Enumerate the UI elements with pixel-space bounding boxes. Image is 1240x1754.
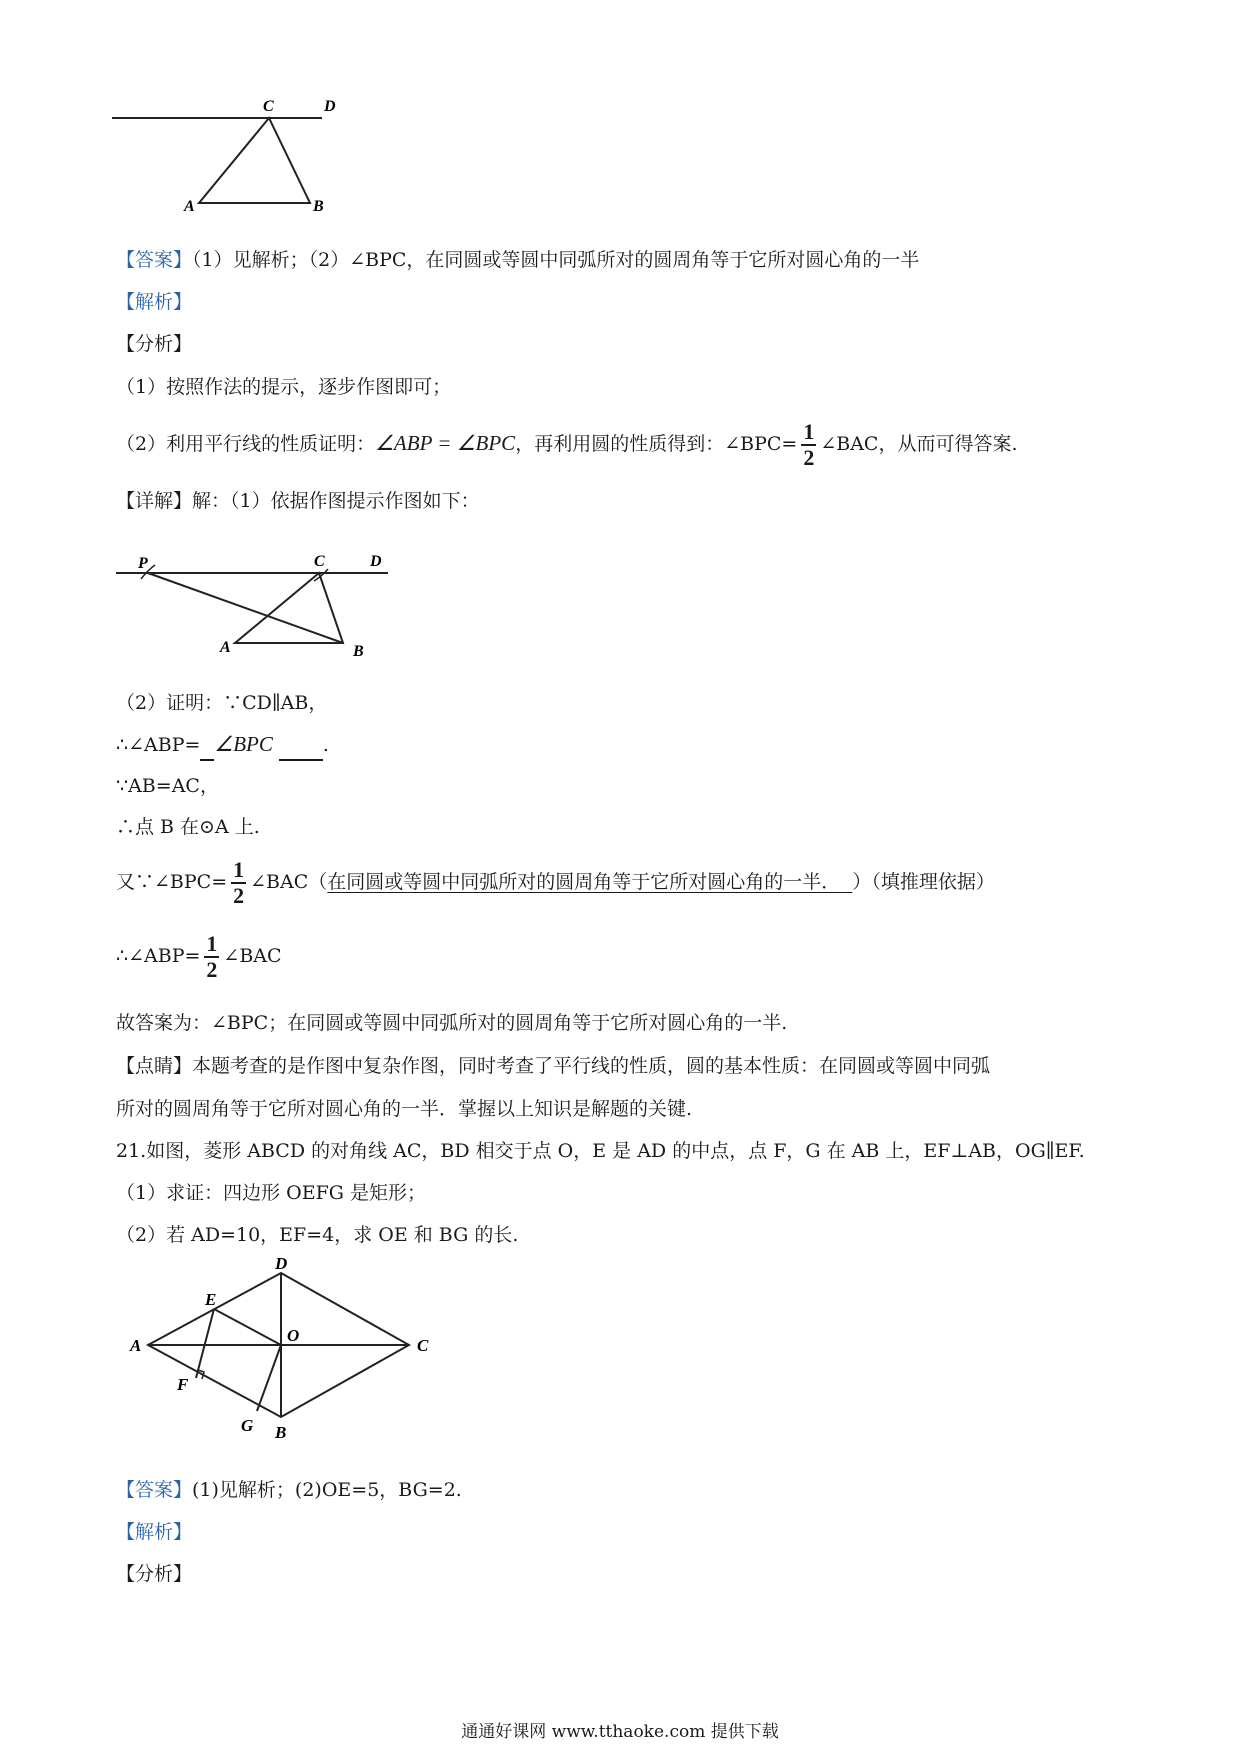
segment-og (257, 1345, 281, 1411)
proof-conclusion: 故答案为：∠BPC；在同圆或等圆中同弧所对的圆周角等于它所对圆心角的一半. (116, 1012, 788, 1034)
answer-line-2 (116, 1476, 462, 1504)
fenxi-tag-2: 【分析】 (116, 1563, 193, 1585)
label-b: B (313, 198, 324, 215)
label-o3: O (287, 1326, 300, 1345)
label-a2: A (220, 639, 231, 656)
fraction-one-half-3 (204, 932, 219, 982)
label-f3: F (177, 1375, 189, 1394)
label-e3: E (205, 1290, 217, 1309)
label-p: P (138, 555, 148, 572)
analysis-item-2-post: ∠BAC，从而可得答案. (820, 433, 1018, 455)
label-c2: C (314, 553, 325, 570)
answer-text: （1）见解析；（2）∠BPC，在同圆或等圆中同弧所对的圆周角等于它所对圆心角的一半 (192, 249, 920, 271)
detail-text: 解：（1）依据作图提示作图如下： (192, 490, 480, 512)
label-c: C (263, 98, 274, 115)
detail-line (116, 487, 480, 515)
construction-figure (110, 548, 400, 663)
label-g3: G (241, 1416, 254, 1435)
label-b2: B (353, 643, 364, 660)
comment-line-1 (116, 1052, 990, 1080)
proof-line-6 (116, 932, 282, 982)
proof-line-5-post: ）（填推理依据） (852, 871, 995, 893)
segment-eo (214, 1309, 281, 1345)
fenxi-tag-1: 【分析】 (116, 333, 193, 355)
proof-line-5-pre: 又∵∠BPC= (116, 871, 228, 893)
proof-line-2-math: ∠BPC (214, 732, 273, 756)
jiexi-tag-2: 【解析】 (116, 1521, 193, 1543)
proof-line-2-pre: ∴∠ABP= (116, 734, 201, 756)
analysis-item-2 (116, 420, 1018, 470)
fraction-denominator: 2 (206, 957, 218, 982)
answer-text-2: (1)见解析；(2)OE=5，BG=2. (192, 1479, 462, 1501)
jiexi-tag-1: 【解析】 (116, 291, 193, 313)
rhombus-figure (125, 1255, 445, 1445)
comment-tag: 【点睛】 (116, 1055, 193, 1077)
answer-tag-2: 【答案】 (116, 1479, 193, 1501)
footer: 通通好课网 www.tthaoke.com 提供下载 (461, 1722, 779, 1742)
label-a: A (184, 198, 195, 215)
proof-reason-underlined: 在同圆或等圆中同弧所对的圆周角等于它所对圆心角的一半． (327, 871, 841, 893)
label-d: D (324, 98, 336, 115)
proof-line-2-post: . (322, 734, 329, 756)
proof-reason-blank (840, 871, 852, 893)
proof-line-5-mid: ∠BAC（ (250, 871, 328, 893)
analysis-item-2-mid: ，再利用圆的性质得到：∠BPC= (515, 433, 798, 455)
question-21-stem: 21.如图，菱形 ABCD 的对角线 AC，BD 相交于点 O，E 是 AD 的中点，点 F，G 在 AB 上，EF⊥AB，OG∥EF. (116, 1140, 1085, 1162)
proof-line-6-pre: ∴∠ABP= (116, 945, 201, 967)
answer-tag: 【答案】 (116, 249, 193, 271)
triangle-abc (199, 118, 310, 203)
fraction-numerator: 1 (233, 857, 245, 882)
comment-line-2: 所对的圆周角等于它所对圆心角的一半．掌握以上知识是解题的关键. (116, 1098, 693, 1120)
analysis-item-1: （1）按照作法的提示，逐步作图即可； (116, 376, 452, 398)
proof-blank-2 (279, 731, 323, 761)
label-b3: B (275, 1423, 287, 1442)
fraction-denominator: 2 (233, 883, 245, 908)
answer-line-1 (116, 246, 919, 274)
fraction-one-half (801, 420, 816, 470)
proof-blank-1 (200, 731, 214, 761)
analysis-item-2-math: ∠ABP = ∠BPC (375, 431, 516, 455)
segment-ef (196, 1309, 214, 1378)
segment-pb (148, 573, 343, 643)
label-c3: C (417, 1336, 429, 1355)
detail-tag: 【详解】 (116, 490, 193, 512)
label-d2: D (370, 553, 382, 570)
fraction-denominator: 2 (803, 445, 815, 470)
proof-line-6-post: ∠BAC (223, 945, 282, 967)
label-d3: D (275, 1254, 288, 1273)
proof-line-3: ∵AB=AC， (116, 775, 219, 797)
label-a3: A (130, 1336, 142, 1355)
fraction-numerator: 1 (803, 419, 815, 444)
proof-line-5 (116, 858, 995, 908)
proof-line-2 (116, 730, 329, 761)
fraction-one-half-2 (231, 858, 246, 908)
fraction-numerator: 1 (206, 931, 218, 956)
proof-line-4: ∴点 B 在⊙A 上. (116, 816, 260, 838)
comment-text-1: 本题考查的是作图中复杂作图，同时考查了平行线的性质，圆的基本性质：在同圆或等圆中同弧 (192, 1055, 991, 1077)
analysis-item-2-pre: （2）利用平行线的性质证明： (116, 433, 376, 455)
question-21-part-1: （1）求证：四边形 OEFG 是矩形； (116, 1182, 426, 1204)
question-21-part-2: （2）若 AD=10，EF=4，求 OE 和 BG 的长. (116, 1224, 519, 1246)
triangle-figure (110, 95, 350, 220)
triangle-abc-2 (235, 573, 343, 643)
proof-line-1: （2）证明：∵CD∥AB， (116, 692, 328, 714)
